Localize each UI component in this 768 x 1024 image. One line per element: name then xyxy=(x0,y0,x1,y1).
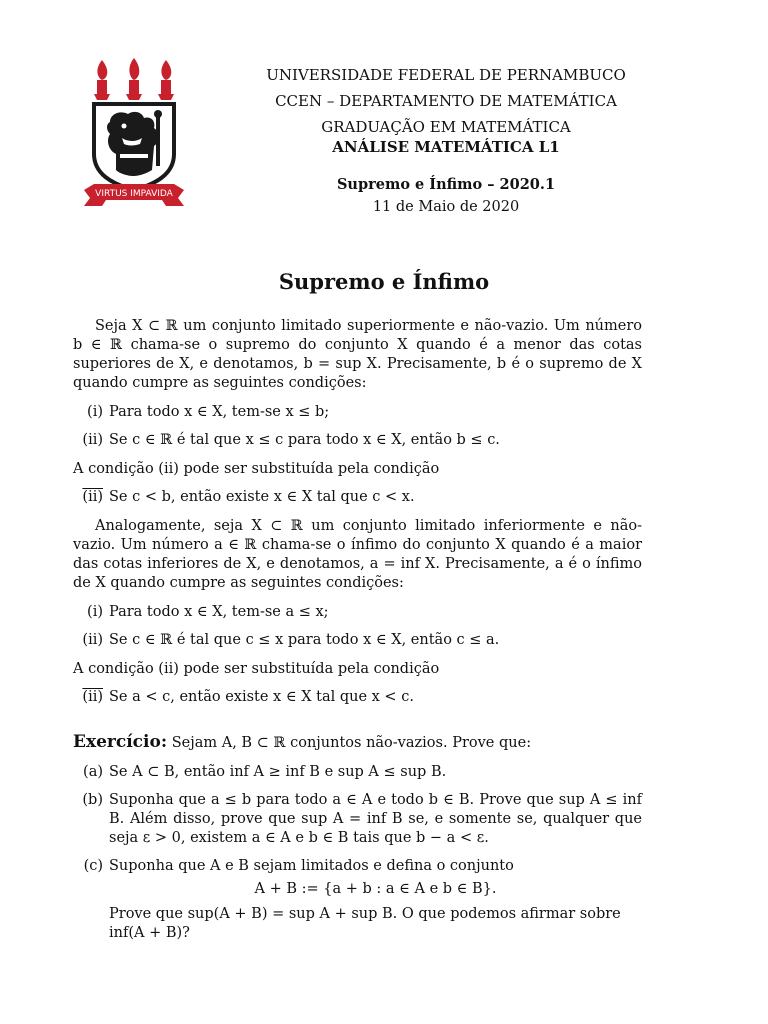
supremo-replace-note: A condição (ii) pode ser substituída pela condição xyxy=(73,461,440,477)
infimo-definition: Analogamente, seja X ⊂ ℝ um conjunto limitado inferiormente e não-vazio. Um número a ∈ ℝ chama-se o ínfimo do conjunto X quando é a maior das cotas inferiores de X, e denotamos, a = inf X. Precisamente, a é o ínfimo de X quando cumpre as seguintes condições: xyxy=(73,518,642,591)
exercise-intro xyxy=(73,733,642,753)
condition-label: (ii) xyxy=(82,689,103,705)
sum-set-formula: A + B := {a + b : a ∈ A e b ∈ B}. xyxy=(254,881,497,897)
item-label: (a) xyxy=(83,764,103,780)
item-label: (b) xyxy=(82,792,103,808)
exercise-item-a xyxy=(73,763,642,782)
condition-text: Para todo x ∈ X, tem-se x ≤ b; xyxy=(109,404,330,420)
page-title: Supremo e Ínfimo xyxy=(278,269,490,294)
infimo-condition-1 xyxy=(73,603,642,622)
exercise-item-b xyxy=(73,791,642,848)
condition-label: (ii) xyxy=(82,632,103,648)
exercise-item-c xyxy=(73,857,642,943)
university-name: UNIVERSIDADE FEDERAL DE PERNAMBUCO xyxy=(266,66,626,84)
condition-label: (i) xyxy=(87,604,103,620)
infimo-replace-note: A condição (ii) pode ser substituída pela condição xyxy=(73,661,440,677)
date-line: 11 de Maio de 2020 xyxy=(372,199,520,215)
infimo-condition-2 xyxy=(73,631,642,650)
logo-motto: VIRTUS IMPAVIDA xyxy=(95,189,173,199)
supremo-definition: Seja X ⊂ ℝ um conjunto limitado superiormente e não-vazio. Um número b ∈ ℝ chama-se o supremo do conjunto X quando é a menor das cotas superiores de X, e denotamos, b = sup X. Precisamente, b é o supremo de X quando cumpre as seguintes condições: xyxy=(73,318,642,391)
document-body xyxy=(73,317,642,943)
supremo-condition-1 xyxy=(73,403,642,422)
program-name: GRADUAÇÃO EM MATEMÁTICA xyxy=(321,118,571,136)
university-crest-logo xyxy=(80,58,188,214)
condition-text: Se c ∈ ℝ é tal que x ≤ c para todo x ∈ X, então b ≤ c. xyxy=(109,432,500,448)
condition-label: (ii) xyxy=(82,489,103,505)
item-text: Suponha que a ≤ b para todo a ∈ A e todo b ∈ B. Prove que sup A ≤ inf B. Além disso, prove que sup A = inf B se, e somente se, qualquer que seja ε > 0, existem a ∈ A e b ∈ B tais que b − a < ε. xyxy=(109,792,642,846)
department-name: CCEN – DEPARTAMENTO DE MATEMÁTICA xyxy=(275,92,617,110)
condition-text: Para todo x ∈ X, tem-se a ≤ x; xyxy=(109,604,329,620)
condition-label: (ii) xyxy=(82,432,103,448)
item-followup: Prove que sup(A + B) = sup A + sup B. O que podemos afirmar sobre inf(A + B)? xyxy=(109,906,621,941)
exercise-statement: Sejam A, B ⊂ ℝ conjuntos não-vazios. Prove que: xyxy=(171,735,532,751)
item-text: Suponha que A e B sejam limitados e defina o conjunto xyxy=(109,858,514,874)
supremo-condition-2 xyxy=(73,431,642,450)
item-label: (c) xyxy=(83,858,103,874)
condition-text: Se c ∈ ℝ é tal que c ≤ x para todo x ∈ X, então c ≤ a. xyxy=(109,632,500,648)
exercise-heading: Exercício: xyxy=(73,732,168,752)
condition-text: Se a < c, então existe x ∈ X tal que x < c. xyxy=(109,689,414,705)
condition-label: (i) xyxy=(87,404,103,420)
topic-line: Supremo e Ínfimo – 2020.1 xyxy=(336,176,556,193)
document-header xyxy=(248,62,644,218)
item-text: Se A ⊂ B, então inf A ≥ inf B e sup A ≤ sup B. xyxy=(109,764,447,780)
infimo-alt-condition xyxy=(73,688,642,707)
course-name: ANÁLISE MATEMÁTICA L1 xyxy=(332,138,560,156)
supremo-alt-condition xyxy=(73,488,642,507)
condition-text: Se c < b, então existe x ∈ X tal que c < x. xyxy=(109,489,415,505)
